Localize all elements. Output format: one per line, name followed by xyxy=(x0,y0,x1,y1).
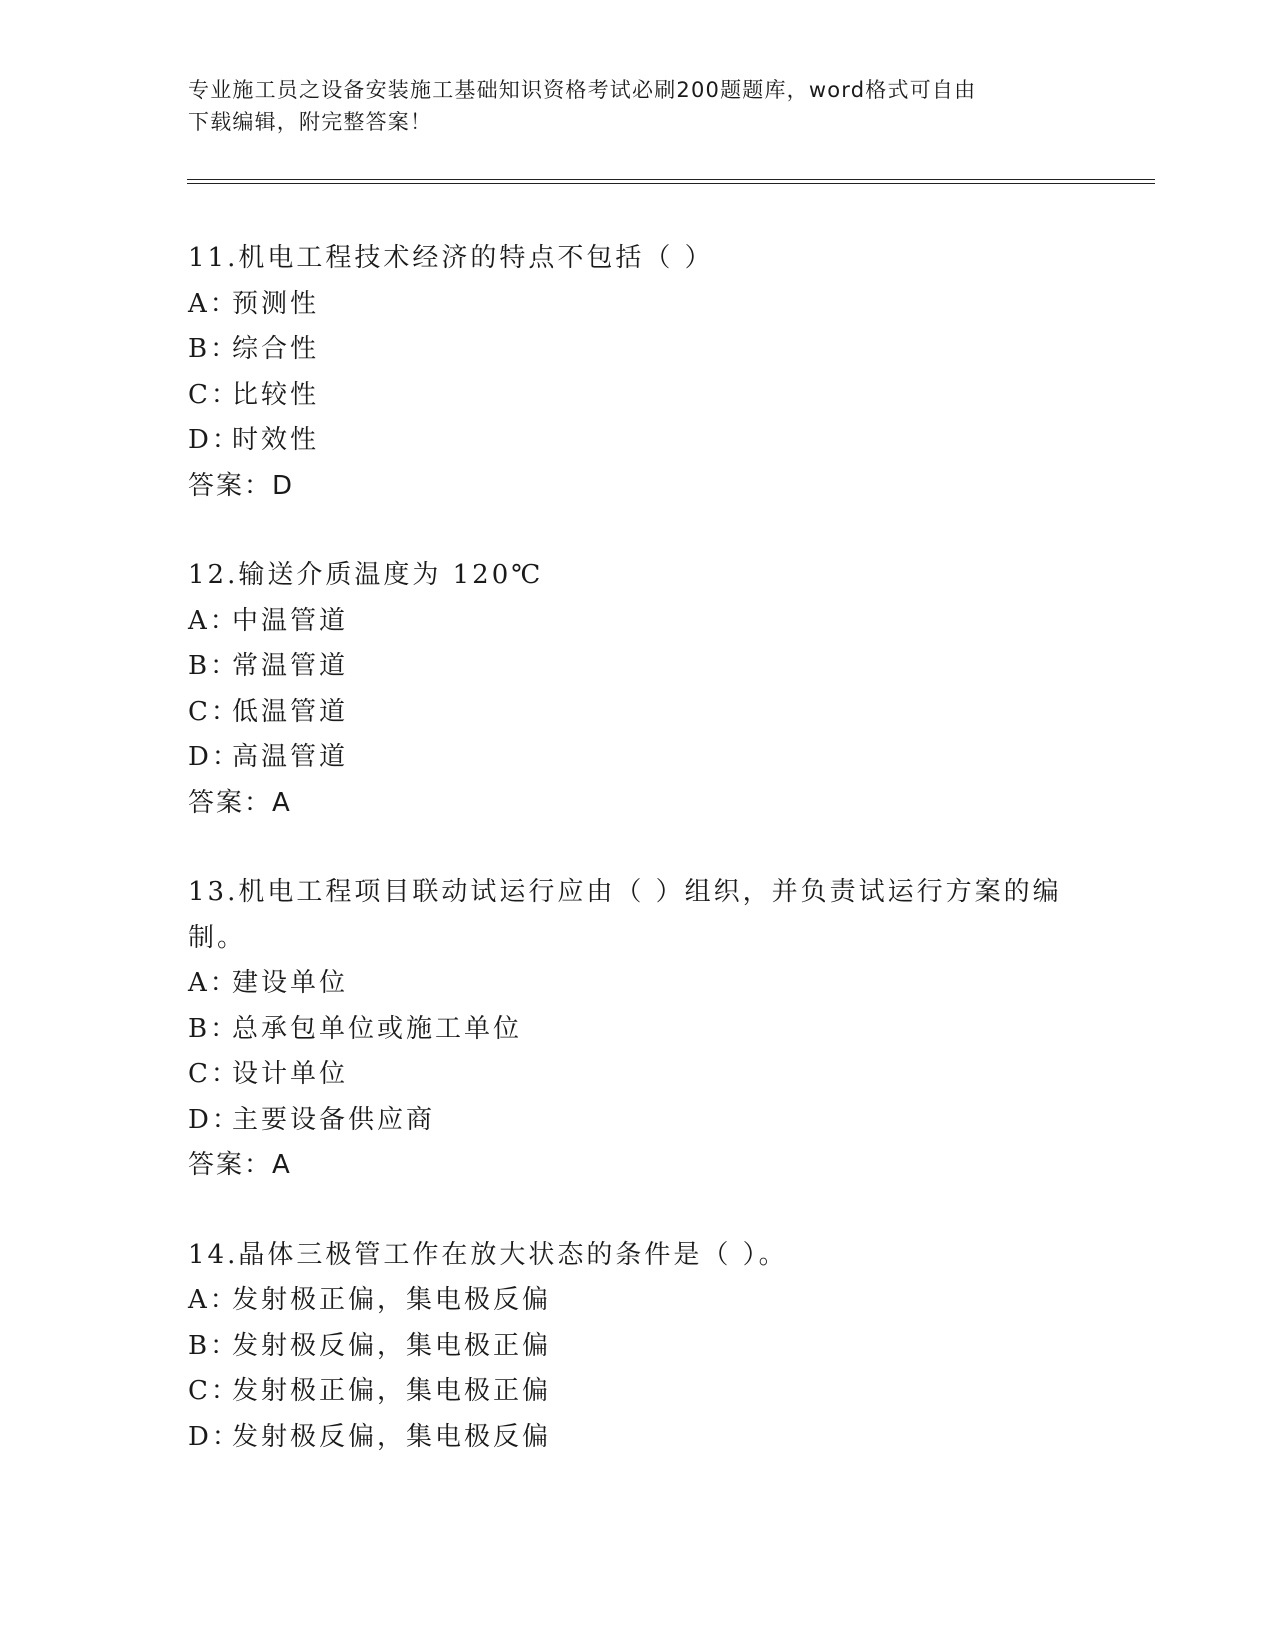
option-d xyxy=(188,735,1088,781)
document-header xyxy=(188,74,1088,138)
question-stem: 11.机电工程技术经济的特点不包括（ ） xyxy=(188,243,714,273)
option-text: 中温管道 xyxy=(232,605,349,636)
answer-line: 答案：A xyxy=(188,1150,292,1180)
option-b xyxy=(188,1324,1088,1370)
option-text: 总承包单位或施工单位 xyxy=(232,1013,523,1044)
option-b xyxy=(188,644,1088,690)
option-letter: A： xyxy=(188,968,239,998)
option-b xyxy=(188,1007,1088,1053)
option-letter: B： xyxy=(188,334,240,364)
option-letter: D： xyxy=(188,425,241,455)
question-11 xyxy=(188,236,1088,509)
question-stem: 12.输送介质温度为 120℃ xyxy=(188,560,544,590)
option-letter: B： xyxy=(188,1330,240,1361)
option-c xyxy=(188,1052,1088,1098)
option-letter: C： xyxy=(188,1376,240,1406)
question-stem: 13.机电工程项目联动试运行应由（ ）组织，并负责试运行方案的编制。 xyxy=(188,877,1062,953)
option-d xyxy=(188,1415,1088,1461)
option-a xyxy=(188,1278,1088,1324)
answer-line: 答案：D xyxy=(188,470,295,501)
option-letter: A： xyxy=(188,605,239,636)
header-divider-top xyxy=(187,179,1155,180)
option-text: 建设单位 xyxy=(232,968,349,998)
option-text: 高温管道 xyxy=(232,742,349,772)
option-text: 常温管道 xyxy=(232,651,349,681)
option-letter: B： xyxy=(188,651,240,681)
option-letter: B： xyxy=(188,1013,240,1044)
option-text: 发射极反偏，集电极正偏 xyxy=(232,1330,552,1361)
option-text: 比较性 xyxy=(232,379,320,410)
option-text: 低温管道 xyxy=(232,696,349,727)
option-letter: D： xyxy=(188,742,241,772)
option-text: 综合性 xyxy=(232,334,320,364)
option-text: 发射极正偏，集电极正偏 xyxy=(232,1376,552,1406)
option-a xyxy=(188,599,1088,645)
header-line-2: 下载编辑，附完整答案！ xyxy=(188,110,433,134)
option-c xyxy=(188,690,1088,736)
option-letter: C： xyxy=(188,379,240,410)
option-letter: A： xyxy=(188,288,239,319)
option-text: 设计单位 xyxy=(232,1059,349,1089)
option-c xyxy=(188,373,1088,419)
option-text: 主要设备供应商 xyxy=(232,1104,436,1135)
header-divider-bottom xyxy=(187,183,1155,184)
option-a xyxy=(188,961,1088,1007)
option-d xyxy=(188,418,1088,464)
question-12 xyxy=(188,553,1088,826)
option-letter: A： xyxy=(188,1285,239,1315)
option-letter: D： xyxy=(188,1421,241,1452)
option-text: 预测性 xyxy=(232,288,320,319)
question-13 xyxy=(188,870,1088,1189)
question-stem: 14.晶体三极管工作在放大状态的条件是（ ）。 xyxy=(188,1239,788,1270)
question-14 xyxy=(188,1233,1088,1461)
option-c xyxy=(188,1369,1088,1415)
option-text: 发射极反偏，集电极反偏 xyxy=(232,1421,552,1452)
option-text: 发射极正偏，集电极反偏 xyxy=(232,1285,552,1315)
question-list xyxy=(188,236,1088,1504)
option-letter: C： xyxy=(188,1059,240,1089)
option-letter: C： xyxy=(188,696,240,727)
option-letter: D： xyxy=(188,1104,241,1135)
header-line-1: 专业施工员之设备安装施工基础知识资格考试必刷200题题库，word格式可自由 xyxy=(188,78,977,102)
option-b xyxy=(188,327,1088,373)
option-text: 时效性 xyxy=(232,425,320,455)
answer-line: 答案：A xyxy=(188,787,292,818)
option-d xyxy=(188,1098,1088,1144)
option-a xyxy=(188,282,1088,328)
